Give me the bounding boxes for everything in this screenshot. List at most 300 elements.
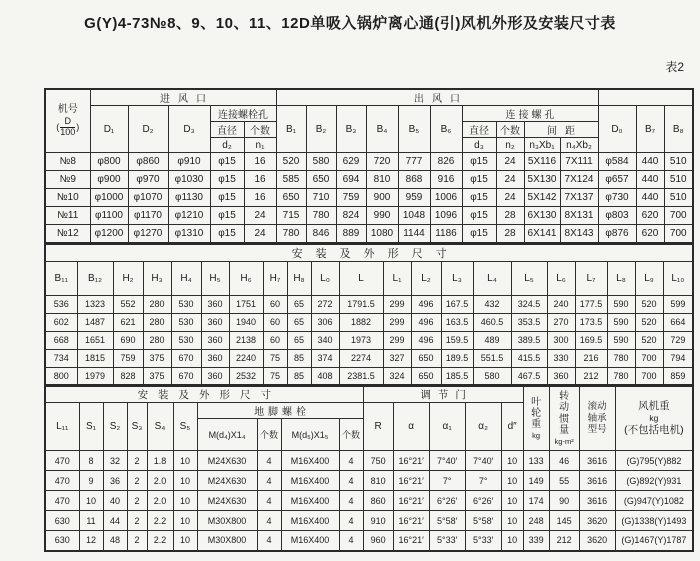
table-row	[45, 491, 693, 511]
cell: 650	[306, 171, 336, 189]
cell: 189.5	[441, 349, 473, 367]
cell: 16	[244, 189, 276, 207]
inertia-header: 转动惯量 kg-m²	[549, 386, 579, 451]
cell: 1144	[398, 225, 430, 243]
inlet-section-header: 进风口	[90, 89, 276, 106]
cell: 2	[127, 491, 147, 511]
column-header: L₅	[511, 261, 547, 295]
cell: 16°21′	[393, 531, 429, 551]
cell: (G)892(Y)931	[615, 471, 693, 491]
cell: 496	[411, 331, 441, 349]
column-header: L₁₀	[663, 261, 693, 295]
cell: 710	[306, 189, 336, 207]
cell: 40	[103, 491, 127, 511]
anchor-bolt-spec-1: M(d₄)X1₄	[197, 419, 257, 451]
column-header-s2: S₂	[103, 403, 127, 451]
column-header-b4: B₄	[366, 106, 398, 153]
cell: M16X400	[281, 531, 339, 551]
cell: 585	[276, 171, 306, 189]
cell: 4	[339, 491, 363, 511]
column-header: L₄	[473, 261, 511, 295]
cell: 24	[496, 153, 524, 171]
cell: 4	[339, 471, 363, 491]
cell: 440	[636, 171, 664, 189]
cell: 300	[547, 331, 575, 349]
cell: 2	[127, 531, 147, 551]
machine-no-header	[45, 89, 90, 153]
cell: 212	[549, 531, 579, 551]
cell: 2532	[229, 367, 263, 385]
cell: №9	[45, 171, 90, 189]
column-header-b1: B₁	[276, 106, 306, 153]
cell: 360	[201, 331, 229, 349]
cell: 510	[664, 189, 693, 207]
cell: 700	[635, 367, 663, 385]
table-row	[45, 331, 693, 349]
cell: (G)947(Y)1082	[615, 491, 693, 511]
column-header-bolt-n: n₁	[244, 138, 276, 153]
cell: φ15	[462, 207, 496, 225]
cell: 248	[523, 511, 549, 531]
cell: 650	[411, 349, 441, 367]
cell: 10	[79, 491, 103, 511]
cell: 551.5	[473, 349, 511, 367]
table-row	[45, 207, 693, 225]
cell: 8X143	[560, 225, 598, 243]
cell: M30X800	[197, 511, 257, 531]
cell: 1.8	[147, 451, 173, 471]
column-header-s5: S₅	[173, 403, 197, 451]
cell: 720	[366, 153, 398, 171]
cell: 2381.5	[339, 367, 383, 385]
cell: 16°21′	[393, 511, 429, 531]
cell: 16°21′	[393, 451, 429, 471]
cell: 510	[664, 171, 693, 189]
cell: 580	[473, 367, 511, 385]
column-header-alpha: α	[393, 403, 429, 451]
cell: 280	[143, 331, 171, 349]
cell: 7°	[465, 471, 501, 491]
cell: 408	[311, 367, 339, 385]
cell: 159.5	[441, 331, 473, 349]
cell: 580	[306, 153, 336, 171]
cell: 860	[363, 491, 393, 511]
cell: 496	[411, 313, 441, 331]
cell: 10	[173, 511, 197, 531]
cell: 16°21′	[393, 491, 429, 511]
install-dimensions-table	[44, 243, 694, 387]
cell: 65	[287, 295, 311, 313]
cell: 990	[366, 207, 398, 225]
cell: 24	[496, 189, 524, 207]
cell: 28	[496, 207, 524, 225]
column-header-bolt-d: d₂	[210, 138, 244, 153]
cell: 432	[473, 295, 511, 313]
cell: 10	[501, 471, 523, 491]
cell: 28	[496, 225, 524, 243]
cell: φ1130	[168, 189, 210, 207]
cell: 173.5	[575, 313, 607, 331]
column-header: L₈	[607, 261, 635, 295]
cell: 145	[549, 511, 579, 531]
cell: 32	[103, 451, 127, 471]
cell: 1791.5	[339, 295, 383, 313]
cell: 330	[547, 349, 575, 367]
cell: 272	[311, 295, 339, 313]
cell: 133	[523, 451, 549, 471]
cell: φ900	[90, 171, 128, 189]
cell: 375	[143, 367, 171, 385]
screw-holes-header: 连接螺孔	[462, 106, 598, 122]
table-row	[45, 531, 693, 551]
cell: 700	[664, 207, 693, 225]
cell: φ584	[598, 153, 636, 171]
cell: 664	[663, 313, 693, 331]
table-number-label: 表2	[665, 60, 684, 74]
cell: 299	[383, 295, 411, 313]
cell: φ910	[168, 153, 210, 171]
cell: 670	[171, 367, 201, 385]
cell: 340	[311, 331, 339, 349]
column-header-b5: B₅	[398, 106, 430, 153]
cell: 530	[171, 331, 201, 349]
cell: φ1310	[168, 225, 210, 243]
cell: 174	[523, 491, 549, 511]
table-row	[45, 295, 693, 313]
cell: 1973	[339, 331, 383, 349]
cell: 629	[336, 153, 366, 171]
column-header-d1: D₁	[90, 106, 128, 153]
cell: 800	[45, 367, 77, 385]
table-row	[45, 153, 693, 171]
cell: 24	[496, 171, 524, 189]
cell: 1882	[339, 313, 383, 331]
cell: 777	[398, 153, 430, 171]
cell: φ800	[90, 153, 128, 171]
cell: 520	[635, 331, 663, 349]
bolt-holes-header: 连接螺栓孔	[210, 106, 276, 122]
cell: 859	[663, 367, 693, 385]
cell: 759	[113, 349, 143, 367]
cell: 360	[201, 295, 229, 313]
cell: 389.5	[511, 331, 547, 349]
cell: 16	[244, 171, 276, 189]
cell: 889	[336, 225, 366, 243]
cell: M24X630	[197, 471, 257, 491]
cell: 5X130	[524, 171, 560, 189]
cell: 496	[411, 295, 441, 313]
cell: φ15	[462, 225, 496, 243]
cell: φ657	[598, 171, 636, 189]
cell: 1096	[430, 207, 462, 225]
column-header-b3: B₃	[336, 106, 366, 153]
cell: 734	[45, 349, 77, 367]
cell: 1940	[229, 313, 263, 331]
cell: 590	[607, 295, 635, 313]
cell: 440	[636, 153, 664, 171]
cell: M16X400	[281, 451, 339, 471]
cell: 520	[635, 313, 663, 331]
cell: 2.2	[147, 511, 173, 531]
cell: 1751	[229, 295, 263, 313]
anchor-bolt-count-2: 个数	[339, 419, 363, 451]
column-header: L₂	[411, 261, 441, 295]
cell: 750	[363, 451, 393, 471]
cell: 4	[257, 511, 281, 531]
cell: 7°40′	[429, 451, 465, 471]
cell: 694	[336, 171, 366, 189]
column-header: H₃	[143, 261, 171, 295]
cell: 960	[363, 531, 393, 551]
cell: 2.0	[147, 471, 173, 491]
cell: №8	[45, 153, 90, 171]
cell: φ15	[210, 153, 244, 171]
cell: 1815	[77, 349, 113, 367]
cell: 810	[366, 171, 398, 189]
cell: 4	[257, 491, 281, 511]
cell: 3616	[579, 451, 615, 471]
column-header-d2: D₂	[128, 106, 168, 153]
cell: φ15	[210, 225, 244, 243]
cell: 7X124	[560, 171, 598, 189]
column-header-b6: B₆	[430, 106, 462, 153]
table-row	[45, 225, 693, 243]
anchor-damper-weight-table	[44, 385, 694, 552]
cell: 3616	[579, 491, 615, 511]
cell: M16X400	[281, 511, 339, 531]
column-header-d3: D₃	[168, 106, 210, 153]
column-header-l11: L₁₁	[45, 403, 79, 451]
cell: 2240	[229, 349, 263, 367]
cell: 16°21′	[393, 471, 429, 491]
machine-no-label: 机号	[57, 104, 78, 116]
cell: φ15	[462, 153, 496, 171]
table-row	[45, 367, 693, 385]
cell: 5°58′	[429, 511, 465, 531]
cell: 916	[430, 171, 462, 189]
cell: 60	[263, 295, 287, 313]
cell: 668	[45, 331, 77, 349]
cell: 415.5	[511, 349, 547, 367]
cell: 55	[549, 471, 579, 491]
cell: φ15	[210, 171, 244, 189]
cell: 306	[311, 313, 339, 331]
cell: φ730	[598, 189, 636, 207]
cell: 6X141	[524, 225, 560, 243]
cell: 2.0	[147, 491, 173, 511]
cell: 4	[339, 451, 363, 471]
cell: 5X142	[524, 189, 560, 207]
count-label: 个数	[496, 122, 524, 138]
cell: 3620	[579, 511, 615, 531]
cell: 360	[201, 313, 229, 331]
column-header: H₄	[171, 261, 201, 295]
cell: 1006	[430, 189, 462, 207]
cell: 1080	[366, 225, 398, 243]
cell: 7°	[429, 471, 465, 491]
cell: 10	[501, 491, 523, 511]
cell: 700	[635, 349, 663, 367]
cell: 2.2	[147, 531, 173, 551]
cell: 7X137	[560, 189, 598, 207]
cell: 2	[127, 451, 147, 471]
column-header-s4: S₄	[147, 403, 173, 451]
cell: 1048	[398, 207, 430, 225]
cell: 5°33′	[465, 531, 501, 551]
column-header-sp1: n₃Xb₁	[524, 138, 560, 153]
cell: (G)1338(Y)1493	[615, 511, 693, 531]
cell: 149	[523, 471, 549, 491]
cell: 280	[143, 295, 171, 313]
cell: 715	[276, 207, 306, 225]
cell: 5°33′	[429, 531, 465, 551]
cell: φ803	[598, 207, 636, 225]
column-header-sp2: n₄Xb₂	[560, 138, 598, 153]
cell: 620	[636, 207, 664, 225]
cell: 460.5	[473, 313, 511, 331]
cell: 794	[663, 349, 693, 367]
cell: 4	[257, 471, 281, 491]
cell: φ876	[598, 225, 636, 243]
cell: 489	[473, 331, 511, 349]
column-header: B₁₂	[77, 261, 113, 295]
cell: φ1200	[90, 225, 128, 243]
bearing-model-header: 滚动轴承型号	[579, 386, 615, 451]
column-header: L₉	[635, 261, 663, 295]
cell: 10	[173, 531, 197, 551]
cell: 75	[263, 349, 287, 367]
cell: 900	[366, 189, 398, 207]
cell: 48	[103, 531, 127, 551]
cell: 520	[635, 295, 663, 313]
cell: 375	[143, 349, 171, 367]
install-section-title-2: 安装及外形尺寸	[45, 386, 363, 403]
count-label: 个数	[244, 122, 276, 138]
cell: (G)1467(Y)1787	[615, 531, 693, 551]
cell: 4	[257, 451, 281, 471]
cell: 1323	[77, 295, 113, 313]
column-header: H₇	[263, 261, 287, 295]
cell: 6°26′	[465, 491, 501, 511]
column-header-s3: S₃	[127, 403, 147, 451]
cell: φ1000	[90, 189, 128, 207]
cell: 510	[664, 153, 693, 171]
blank-header	[598, 89, 693, 106]
column-header-b2: B₂	[306, 106, 336, 153]
cell: 4	[339, 511, 363, 531]
cell: 440	[636, 189, 664, 207]
column-header: H₂	[113, 261, 143, 295]
column-header: H₅	[201, 261, 229, 295]
column-header: H₆	[229, 261, 263, 295]
cell: 85	[287, 349, 311, 367]
column-header-d-dblprime: d″	[501, 403, 523, 451]
cell: 868	[398, 171, 430, 189]
column-header-b8: B₈	[664, 106, 693, 153]
cell: φ1170	[128, 207, 168, 225]
cell: 846	[306, 225, 336, 243]
cell: 6°26′	[429, 491, 465, 511]
fan-weight-header: 风机重 kg (不包括电机)	[615, 386, 693, 451]
table-row	[45, 313, 693, 331]
table-row	[45, 511, 693, 531]
impeller-weight-header: 叶轮重 kg	[523, 386, 549, 451]
cell: 60	[263, 313, 287, 331]
cell: φ1030	[168, 171, 210, 189]
cell: 780	[306, 207, 336, 225]
cell: 520	[276, 153, 306, 171]
cell: 3620	[579, 531, 615, 551]
cell: 2138	[229, 331, 263, 349]
column-header: L₃	[441, 261, 473, 295]
cell: φ1100	[90, 207, 128, 225]
column-header-s1: S₁	[79, 403, 103, 451]
cell: φ860	[128, 153, 168, 171]
cell: 8X131	[560, 207, 598, 225]
outlet-section-header: 出风口	[276, 89, 598, 106]
cell: 8	[79, 451, 103, 471]
cell: 169.5	[575, 331, 607, 349]
cell: 824	[336, 207, 366, 225]
cell: №12	[45, 225, 90, 243]
column-header-alpha1: α₁	[429, 403, 465, 451]
anchor-bolts-header: 地脚螺栓	[197, 403, 363, 419]
cell: 7°40′	[465, 451, 501, 471]
cell: 11	[79, 511, 103, 531]
cell: 10	[501, 531, 523, 551]
cell: 470	[45, 451, 79, 471]
anchor-bolt-count-1: 个数	[257, 419, 281, 451]
cell: 65	[287, 313, 311, 331]
cell: φ15	[210, 189, 244, 207]
cell: 177.5	[575, 295, 607, 313]
cell: 10	[173, 451, 197, 471]
cell: 240	[547, 295, 575, 313]
cell: 299	[383, 331, 411, 349]
cell: 780	[276, 225, 306, 243]
column-header: L₇	[575, 261, 607, 295]
cell: φ15	[462, 171, 496, 189]
cell: 729	[663, 331, 693, 349]
cell: 620	[636, 225, 664, 243]
cell: 2	[127, 471, 147, 491]
column-header: H₈	[287, 261, 311, 295]
spacing-label: 间距	[524, 122, 598, 138]
cell: 16	[244, 153, 276, 171]
cell: 90	[549, 491, 579, 511]
anchor-bolt-spec-2: M(d₅)X1₅	[281, 419, 339, 451]
diameter-label: 直径	[462, 122, 496, 138]
cell: 360	[201, 367, 229, 385]
cell: 212	[575, 367, 607, 385]
damper-section-title: 调节门	[363, 386, 523, 403]
cell: 700	[664, 225, 693, 243]
cell: φ1070	[128, 189, 168, 207]
column-header-b7: B₇	[636, 106, 664, 153]
cell: 1487	[77, 313, 113, 331]
cell: 2274	[339, 349, 383, 367]
anchor-table-body	[45, 451, 693, 551]
cell: φ15	[462, 189, 496, 207]
cell: 353.5	[511, 313, 547, 331]
cell: 360	[201, 349, 229, 367]
cell: 10	[173, 491, 197, 511]
cell: 5°58′	[465, 511, 501, 531]
cell: 602	[45, 313, 77, 331]
cell: M24X630	[197, 491, 257, 511]
cell: 280	[143, 313, 171, 331]
column-header-alpha2: α₂	[465, 403, 501, 451]
